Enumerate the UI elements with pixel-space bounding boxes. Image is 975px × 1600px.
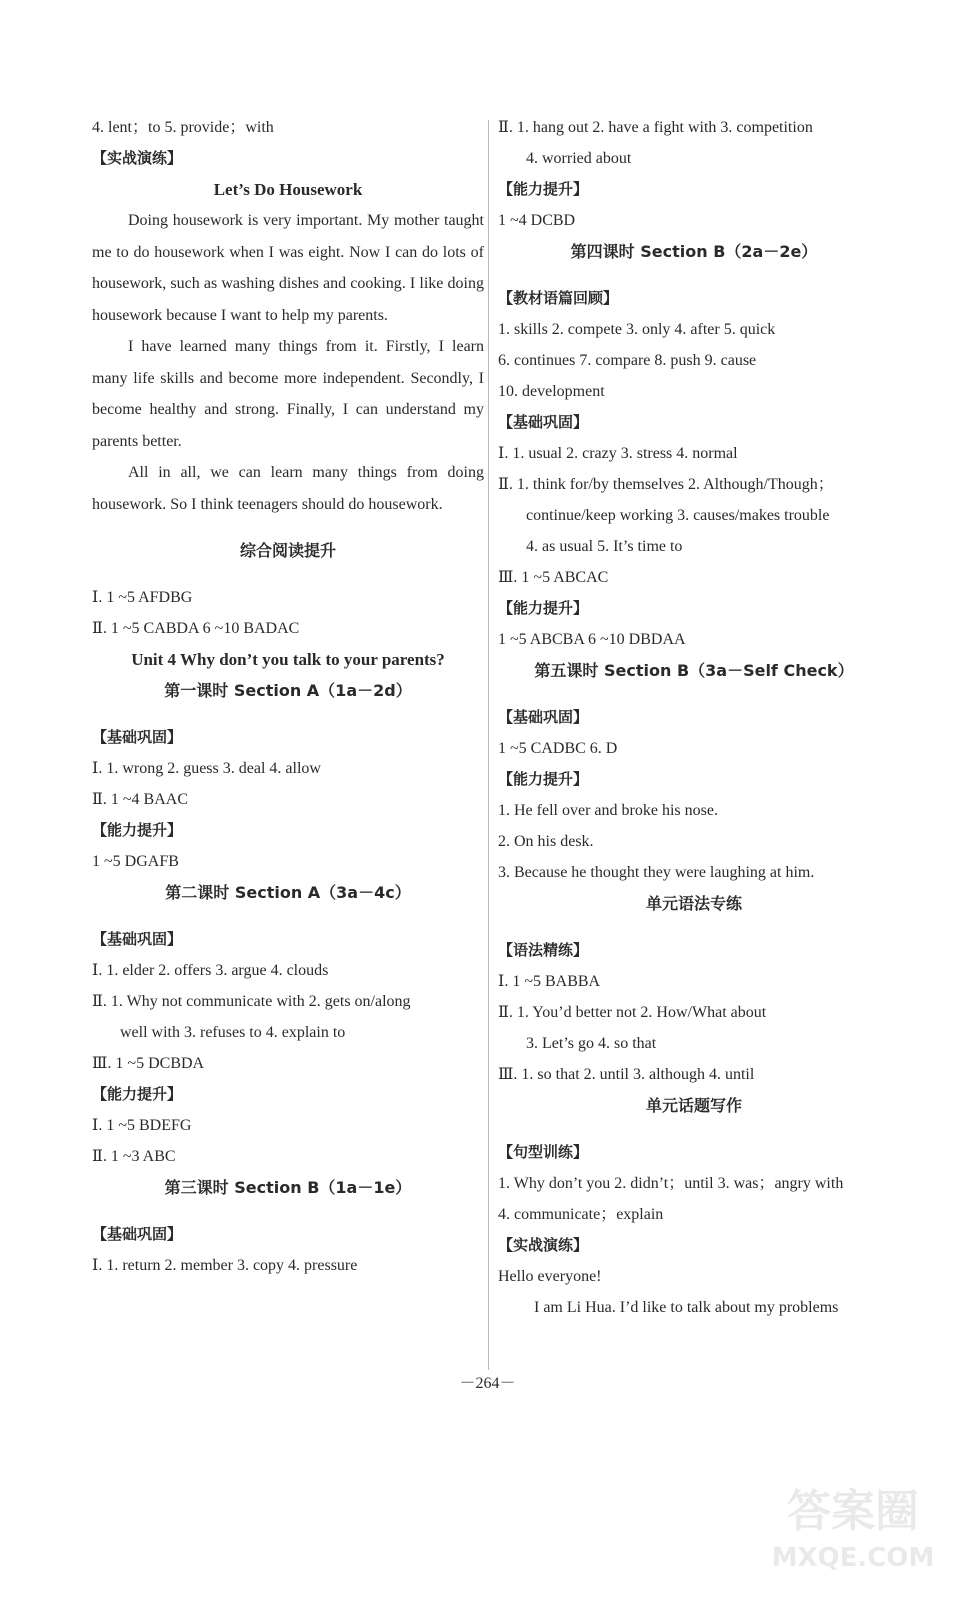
answer-line: Ⅱ. 1. Why not communicate with 2. gets on/along [92, 993, 411, 1010]
watermark-logo [753, 1458, 953, 1578]
answer-line: 1 ~5 DGAFB [92, 853, 179, 870]
spacer [92, 908, 484, 924]
answer-line: 1. He fell over and broke his nose. [498, 802, 718, 819]
essay-paragraph: All in all, we can learn many things from doing housework. So I think teenagers should do housework. [92, 464, 484, 513]
spacer [498, 1121, 890, 1137]
section-heading: Unit 4 Why don’t you talk to your parents? [131, 650, 445, 669]
answer-line: Ⅰ. 1. usual 2. crazy 3. stress 4. normal [498, 445, 738, 462]
answer-line: 4. lent；to 5. provide；with [92, 119, 274, 136]
left-column [92, 112, 484, 1281]
answer-line: Hello everyone! [498, 1268, 602, 1285]
answer-line: 1. skills 2. compete 3. only 4. after 5. quick [498, 321, 776, 338]
spacer [498, 919, 890, 935]
section-tag: 【能力提升】 [498, 599, 589, 617]
answer-line: 1 ~5 ABCBA 6 ~10 DBDAA [498, 631, 686, 648]
section-heading: 第一课时 Section A（1a－2d） [164, 681, 412, 700]
spacer [498, 267, 890, 283]
section-tag: 【能力提升】 [498, 180, 589, 198]
answer-line: Ⅱ. 1 ~4 BAAC [92, 791, 188, 808]
answer-line: Ⅱ. 1. think for/by themselves 2. Although/Though； [498, 476, 834, 493]
answer-line: 4. communicate；explain [498, 1206, 664, 1223]
section-tag: 【能力提升】 [92, 1085, 183, 1103]
section-heading: 第二课时 Section A（3a－4c） [165, 883, 411, 902]
column-divider [488, 120, 489, 1370]
section-tag: 【基础巩固】 [92, 930, 183, 948]
right-column [498, 112, 890, 1323]
essay-paragraph: Doing housework is very important. My mother taught me to do housework when I was eight. Now I can do lots of housework, such as washing dishes and cooking. I like doing housework because I want to help my parents. [92, 212, 484, 324]
answer-line: Ⅰ. 1 ~5 BABBA [498, 973, 601, 990]
answer-line: continue/keep working 3. causes/makes trouble [526, 507, 830, 524]
section-tag: 【基础巩固】 [92, 728, 183, 746]
section-heading: 单元语法专练 [645, 894, 742, 913]
section-heading: 单元话题写作 [645, 1096, 742, 1115]
spacer [92, 706, 484, 722]
answer-line: 6. continues 7. compare 8. push 9. cause [498, 352, 757, 369]
section-heading: 第三课时 Section B（1a－1e） [164, 1178, 412, 1197]
answer-line: 4. as usual 5. It’s time to [526, 538, 683, 555]
answer-line: Ⅲ. 1. so that 2. until 3. although 4. until [498, 1066, 755, 1083]
answer-line: Ⅱ. 1. hang out 2. have a fight with 3. competition [498, 119, 813, 136]
answer-line: Ⅰ. 1. elder 2. offers 3. argue 4. clouds [92, 962, 329, 979]
answer-line: Ⅲ. 1 ~5 DCBDA [92, 1055, 205, 1072]
answer-line: 1 ~4 DCBD [498, 212, 576, 229]
section-tag: 【实战演练】 [498, 1236, 589, 1254]
watermark-text-cn: 答案圈 [787, 1486, 919, 1537]
spacer [498, 686, 890, 702]
answer-line: Ⅰ. 1. return 2. member 3. copy 4. pressure [92, 1257, 358, 1274]
answer-line: Ⅱ. 1. You’d better not 2. How/What about [498, 1004, 767, 1021]
answer-line: 10. development [498, 383, 605, 400]
essay-paragraph: I have learned many things from it. Firstly, I learn many life skills and become more independent. Secondly, I become healthy and strong. Finally, I can understand my parents better. [92, 338, 484, 450]
answer-line: Ⅰ. 1 ~5 AFDBG [92, 589, 193, 606]
essay-body [92, 205, 484, 520]
watermark-icon [753, 1458, 953, 1578]
answer-line: 3. Because he thought they were laughing at him. [498, 864, 815, 881]
section-tag: 【能力提升】 [498, 770, 589, 788]
section-tag: 【基础巩固】 [498, 708, 589, 726]
answer-line: Ⅱ. 1 ~5 CABDA 6 ~10 BADAC [92, 620, 300, 637]
section-tag: 【基础巩固】 [92, 1225, 183, 1243]
watermark-text-en: MXQE.COM [771, 1543, 935, 1573]
answer-line: 1 ~5 CADBC 6. D [498, 740, 618, 757]
essay-title: Let’s Do Housework [213, 180, 363, 199]
section-heading: 第五课时 Section B（3a－Self Check） [534, 661, 854, 680]
section-tag: 【实战演练】 [92, 149, 183, 167]
spacer [92, 566, 484, 582]
section-tag: 【能力提升】 [92, 821, 183, 839]
answer-line: I am Li Hua. I’d like to talk about my problems [534, 1299, 839, 1316]
answer-line: 1. Why don’t you 2. didn’t；until 3. was；angry with [498, 1175, 844, 1192]
answer-line: 4. worried about [526, 150, 632, 167]
answer-line: 3. Let’s go 4. so that [526, 1035, 657, 1052]
answer-line: 2. On his desk. [498, 833, 594, 850]
answer-line: Ⅰ. 1. wrong 2. guess 3. deal 4. allow [92, 760, 321, 777]
section-heading: 第四课时 Section B（2a－2e） [570, 242, 818, 261]
answer-line: Ⅱ. 1 ~3 ABC [92, 1148, 176, 1165]
section-tag: 【语法精练】 [498, 941, 589, 959]
section-heading: 综合阅读提升 [239, 541, 336, 560]
answer-line: Ⅰ. 1 ~5 BDEFG [92, 1117, 192, 1134]
section-tag: 【基础巩固】 [498, 413, 589, 431]
answer-line: Ⅲ. 1 ~5 ABCAC [498, 569, 609, 586]
section-tag: 【教材语篇回顾】 [498, 289, 619, 307]
page-number: －264－ [459, 1375, 516, 1392]
spacer [92, 1203, 484, 1219]
answer-line: well with 3. refuses to 4. explain to [120, 1024, 346, 1041]
section-tag: 【句型训练】 [498, 1143, 589, 1161]
